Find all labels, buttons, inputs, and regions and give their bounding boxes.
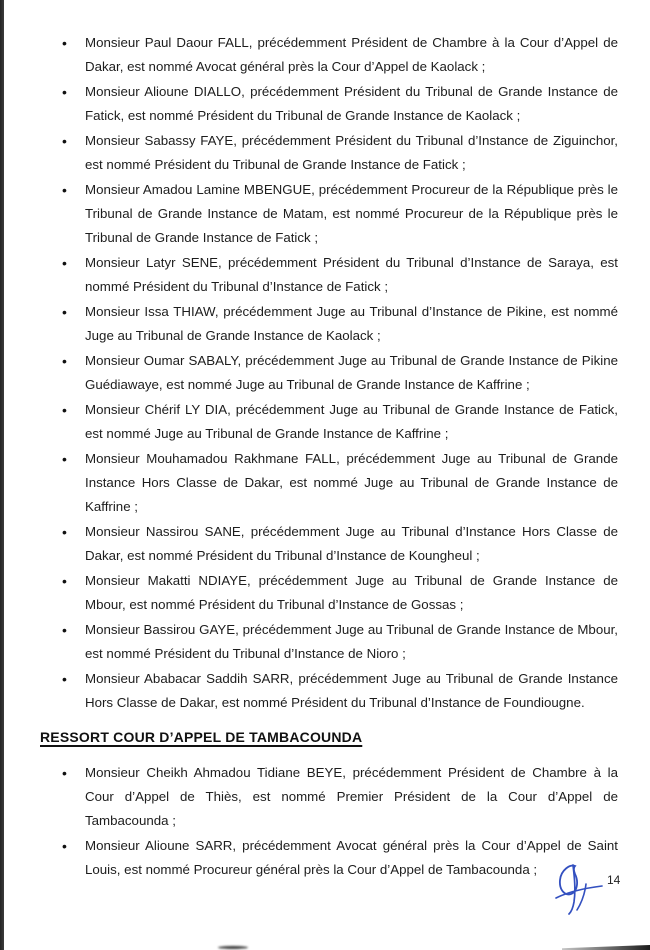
page-number: 14	[607, 873, 621, 887]
section-heading-tambacounda: RESSORT COUR D’APPEL DE TAMBACOUNDA	[40, 729, 363, 745]
appointment-item: • Monsieur Bassirou GAYE, précédemment Juge au Tribunal de Grande Instance de Mbour, est nommé Président du Tribunal d’Instance de Nioro ;	[40, 618, 618, 666]
appointment-item: • Monsieur Mouhamadou Rakhmane FALL, précédemment Juge au Tribunal de Grande Instance Hors Classe de Dakar, est nommé Juge au Tribunal de Grande Instance de Kaffrine ;	[40, 447, 618, 519]
appointment-item: • Monsieur Sabassy FAYE, précédemment Président du Tribunal d’Instance de Ziguinchor, est nommé Président du Tribunal de Grande Instance de Fatick ;	[40, 129, 618, 177]
appointments-list-tambacounda	[40, 761, 618, 882]
appointment-item: • Monsieur Paul Daour FALL, précédemment Président de Chambre à la Cour d’Appel de Dakar, est nommé Avocat général près la Cour d’Appel de Kaolack ;	[40, 31, 618, 79]
appointment-item: • Monsieur Amadou Lamine MBENGUE, précédemment Procureur de la République près le Tribunal de Grande Instance de Matam, est nommé Procureur de la République près le Tribunal de Grande Instance de Fatick ;	[40, 178, 618, 250]
appointments-list-kaolack	[40, 31, 618, 715]
appointment-item: • Monsieur Nassirou SANE, précédemment Juge au Tribunal d’Instance Hors Classe de Dakar, est nommé Président du Tribunal d’Instance de Koungheul ;	[40, 520, 618, 568]
appointment-item: • Monsieur Oumar SABALY, précédemment Juge au Tribunal de Grande Instance de Pikine Guédiawaye, est nommé Juge au Tribunal de Grande Instance de Kaffrine ;	[40, 349, 618, 397]
appointment-item: • Monsieur Makatti NDIAYE, précédemment Juge au Tribunal de Grande Instance de Mbour, est nommé Président du Tribunal d’Instance de Gossas ;	[40, 569, 618, 617]
appointment-item: • Monsieur Alioune SARR, précédemment Avocat général près la Cour d’Appel de Saint Louis, est nommé Procureur général près la Cour d’Appel de Tambacounda ;	[40, 834, 618, 882]
appointment-item: • Monsieur Alioune DIALLO, précédemment Président du Tribunal de Grande Instance de Fatick, est nommé Président du Tribunal de Grande Instance de Kaolack ;	[40, 80, 618, 128]
appointment-item: • Monsieur Ababacar Saddih SARR, précédemment Juge au Tribunal de Grande Instance Hors Classe de Dakar, est nommé Président du Tribunal d’Instance de Foundiougne.	[40, 667, 618, 715]
scan-edge-left	[0, 0, 4, 950]
scan-artifact-smudge	[218, 946, 248, 949]
signature-initials-icon	[546, 858, 610, 920]
appointment-item: • Monsieur Cheikh Ahmadou Tidiane BEYE, précédemment Président de Chambre à la Cour d’Appel de Thiès, est nommé Premier Président de la Cour d’Appel de Tambacounda ;	[40, 761, 618, 833]
scan-artifact-strip	[562, 945, 650, 950]
document-content	[40, 31, 618, 883]
appointment-item: • Monsieur Issa THIAW, précédemment Juge au Tribunal d’Instance de Pikine, est nommé Juge au Tribunal de Grande Instance de Kaolack ;	[40, 300, 618, 348]
appointment-item: • Monsieur Latyr SENE, précédemment Président du Tribunal d’Instance de Saraya, est nommé Président du Tribunal d’Instance de Fatick ;	[40, 251, 618, 299]
appointment-item: • Monsieur Chérif LY DIA, précédemment Juge au Tribunal de Grande Instance de Fatick, est nommé Juge au Tribunal de Grande Instance de Kaffrine ;	[40, 398, 618, 446]
